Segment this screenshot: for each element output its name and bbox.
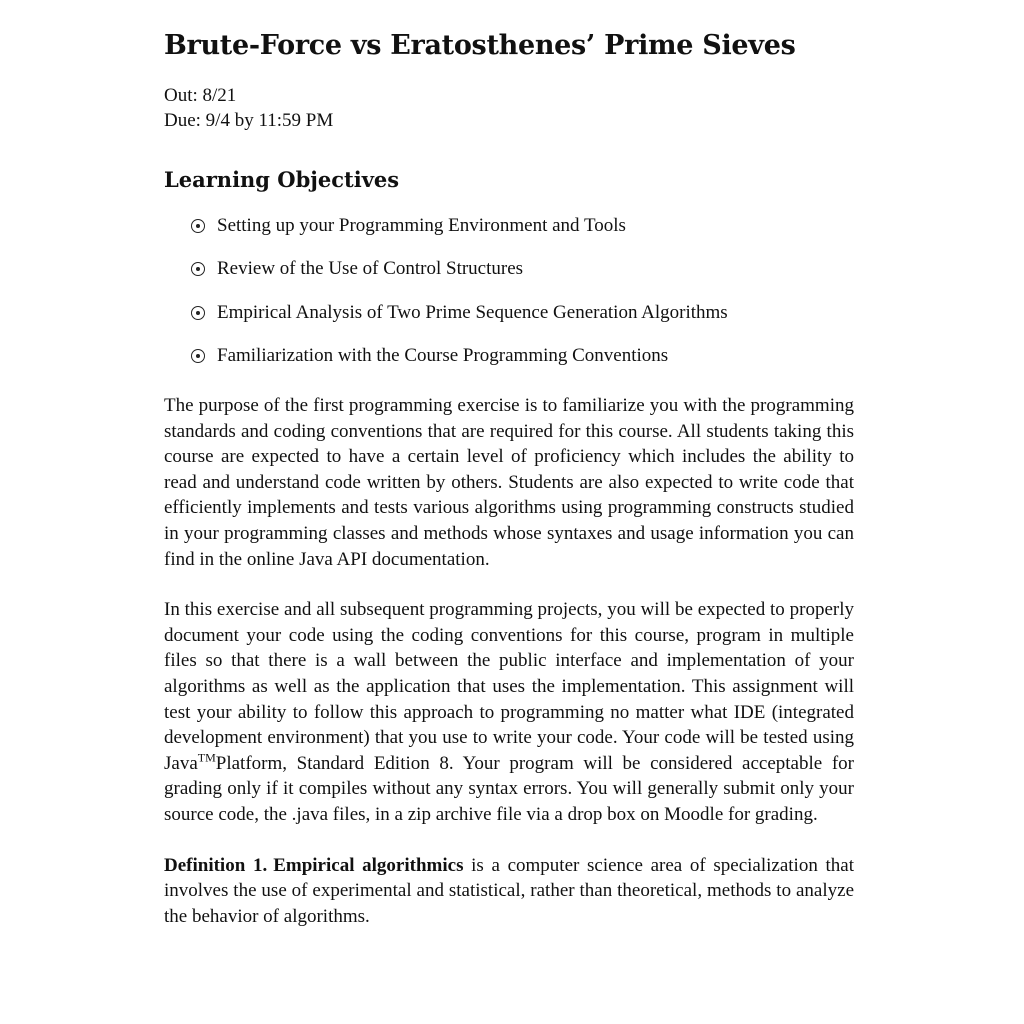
list-item: [164, 248, 854, 292]
trademark-superscript: TM: [197, 750, 216, 765]
learning-objectives-heading: Learning Objectives: [164, 167, 400, 192]
list-item: [164, 291, 854, 335]
objective-text: Review of the Use of Control Structures: [217, 258, 524, 280]
out-date: Out: 8/21: [164, 85, 237, 106]
definition-paragraph: [164, 853, 854, 930]
objectives-list: [164, 204, 854, 378]
conventions-text-part2: Platform, Standard Edition 8. Your program will be considered acceptable for grading only if it compiles without any syntax errors. You will generally submit only your source code, the .java files, in a zip archive file via a drop box on Moodle for grading.: [164, 752, 854, 825]
objective-text: Familiarization with the Course Programming Conventions: [217, 345, 669, 367]
circled-dot-icon: [191, 262, 205, 276]
circled-dot-icon: [191, 349, 205, 363]
definition-label: Definition 1.: [164, 854, 268, 876]
document-page: [164, 28, 854, 929]
objective-text: Setting up your Programming Environment and Tools: [217, 214, 626, 236]
due-date: Due: 9/4 by 11:59 PM: [164, 110, 334, 131]
objective-text: Empirical Analysis of Two Prime Sequence Generation Algorithms: [217, 301, 728, 323]
purpose-paragraph: The purpose of the first programming exercise is to familiarize you with the programming standards and coding conventions that are required for this course. All students taking this course are expected to have a certain level of proficiency which includes the ability to read and understand code written by others. Students are also expected to write code that efficiently implements and tests various algorithms using programming constructs studied in your programming classes and methods whose syntaxes and usage information you can find in the online Java API documentation.: [164, 395, 854, 570]
list-item: [164, 335, 854, 379]
circled-dot-icon: [191, 219, 205, 233]
list-item: [164, 204, 854, 248]
definition-term: Empirical algorithmics: [273, 854, 464, 876]
document-title: Brute-Force vs Eratosthenes’ Prime Sieves: [164, 30, 796, 61]
definition-text: is a computer science area of specialization that involves the use of experimental and statistical, rather than theoretical, methods to analyze the behavior of algorithms.: [164, 854, 854, 927]
circled-dot-icon: [191, 306, 205, 320]
conventions-paragraph: [164, 597, 854, 827]
conventions-text-part1: In this exercise and all subsequent programming projects, you will be expected to properly document your code using the coding conventions for this course, program in multiple files so that there is a wall between the public interface and implementation of your algorithms as well as the application that uses the implementation. This assignment will test your ability to follow this approach to programming no matter what IDE (integrated development environment) that you use to write your code. Your code will be tested using Java: [164, 599, 854, 774]
date-info: [164, 83, 854, 133]
